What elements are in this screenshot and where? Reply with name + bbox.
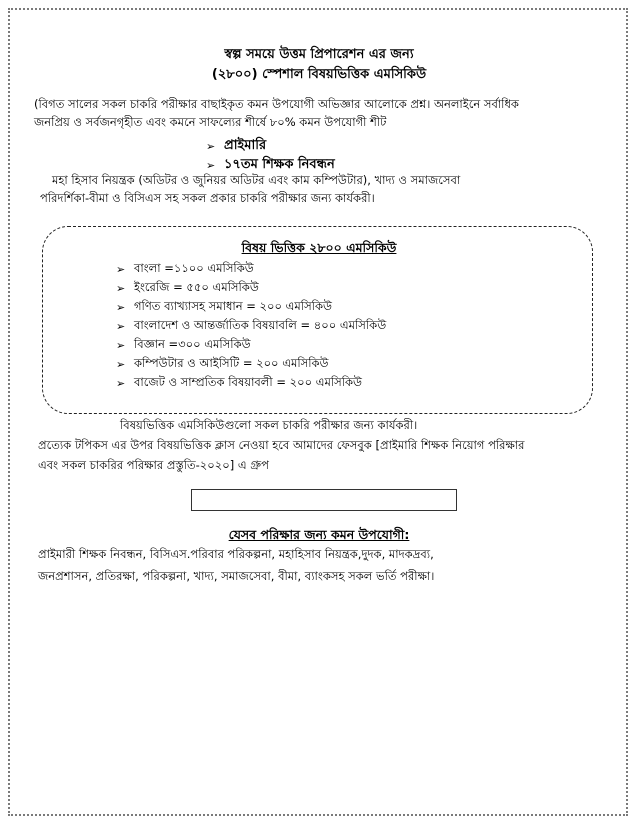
title-line-2: (২৮০০) স্পেশাল বিষয়ভিত্তিক এমসিকিউ <box>211 67 427 82</box>
subject-item <box>116 298 332 317</box>
arrow-bullet-icon: ➢ <box>116 377 126 390</box>
subject-item-label: গণিত ব্যাখ্যাসহ সমাধান = ২০০ এমসিকিউ <box>134 299 332 313</box>
intro-line-2: জনপ্রিয় ও সর্বজনগৃহীত এবং কমনে সাফল্যের শীর্ষে ৮০% কমন উপযোগী শীট <box>34 115 387 129</box>
arrow-bullet-icon: ➢ <box>206 159 216 172</box>
subject-item <box>116 279 259 298</box>
common-section-heading: যেসব পরিক্ষার জন্য কমন উপযোগী: <box>228 527 410 542</box>
arrow-bullet-icon: ➢ <box>116 339 126 352</box>
subject-item-label: কম্পিউটার ও আইসিটি = ২০০ এমসিকিউ <box>134 356 329 370</box>
subject-item <box>116 374 362 393</box>
arrow-bullet-icon: ➢ <box>116 320 126 333</box>
applicable-line-1: মহা হিসাব নিয়ন্ত্রক (অডিটর ও জুনিয়র অডিটর এবং কাম কম্পিউটার), খাদ্য ও সমাজসেবা <box>52 173 461 187</box>
common-section-line-1: প্রাইমারী শিক্ষক নিবন্ধন, বিসিএস.পরিবার পরিকল্পনা, মহাহিসাব নিয়ন্ত্রক,দুদক, মাদকদ্রব্য, <box>38 547 434 561</box>
subject-item-label: বাংলাদেশ ও আন্তর্জাতিক বিষয়াবলি = ৪০০ এমসিকিউ <box>134 318 387 332</box>
arrow-bullet-icon: ➢ <box>206 140 216 153</box>
applicable-line-2: পরিদর্শিকা-বীমা ও বিসিএস সহ সকল প্রকার চাকরি পরীক্ষার জন্য কার্যকরী। <box>40 191 375 205</box>
after-box-line-2: প্রত্যেক টপিকস এর উপর বিষয়ভিত্তিক ক্লাস নেওয়া হবে আমাদের ফেসবুক [প্রাইমারি শিক্ষক নিয়োগ পরিক্ষার <box>38 438 525 452</box>
subject-item <box>116 355 329 374</box>
exam-bullet-label: প্রাইমারি <box>224 138 267 153</box>
arrow-bullet-icon: ➢ <box>116 263 126 276</box>
subject-item-label: ইংরেজি = ৫৫০ এমসিকিউ <box>134 280 259 294</box>
exam-bullet-primary <box>206 136 266 157</box>
common-section-line-2: জনপ্রশাসন, প্রতিরক্ষা, পরিকল্পনা, খাদ্য, সমাজসেবা, বীমা, ব্যাংকসহ সকল ভর্তি পরীক্ষা। <box>38 569 435 583</box>
after-box-line-3: এবং সকল চাকরির পরিক্ষার প্রস্তুতি-২০২০] এ গ্রুপ <box>38 458 269 472</box>
arrow-bullet-icon: ➢ <box>116 282 126 295</box>
empty-text-box <box>191 489 457 511</box>
box-heading: বিষয় ভিত্তিক ২৮০০ এমসিকিউ <box>241 240 397 255</box>
title-line-1: স্বল্প সময়ে উত্তম প্রিপারেশন এর জন্য <box>224 47 414 62</box>
subject-item-label: বাজেট ও সাম্প্রতিক বিষয়াবলী = ২০০ এমসিকিউ <box>134 375 363 389</box>
subject-item-label: বিজ্ঞান =৩০০ এমসিকিউ <box>134 337 251 351</box>
subject-item <box>116 317 386 336</box>
subject-item-label: বাংলা =১১০০ এমসিকিউ <box>134 261 254 275</box>
subject-item <box>116 260 254 279</box>
intro-line-1: (বিগত সালের সকল চাকরি পরীক্ষার বাছাইকৃত কমন উপযোগী অভিজ্ঞার আলোকে প্রশ্ন। অনলাইনে সর্বাধিক <box>34 97 519 111</box>
subject-item <box>116 336 251 355</box>
arrow-bullet-icon: ➢ <box>116 358 126 371</box>
after-box-line-1: বিষয়ভিত্তিক এমসিকিউগুলো সকল চাকরি পরীক্ষার জন্য কার্যকরী। <box>120 418 418 432</box>
exam-bullet-label: ১৭তম শিক্ষক নিবন্ধন <box>224 157 335 172</box>
arrow-bullet-icon: ➢ <box>116 301 126 314</box>
